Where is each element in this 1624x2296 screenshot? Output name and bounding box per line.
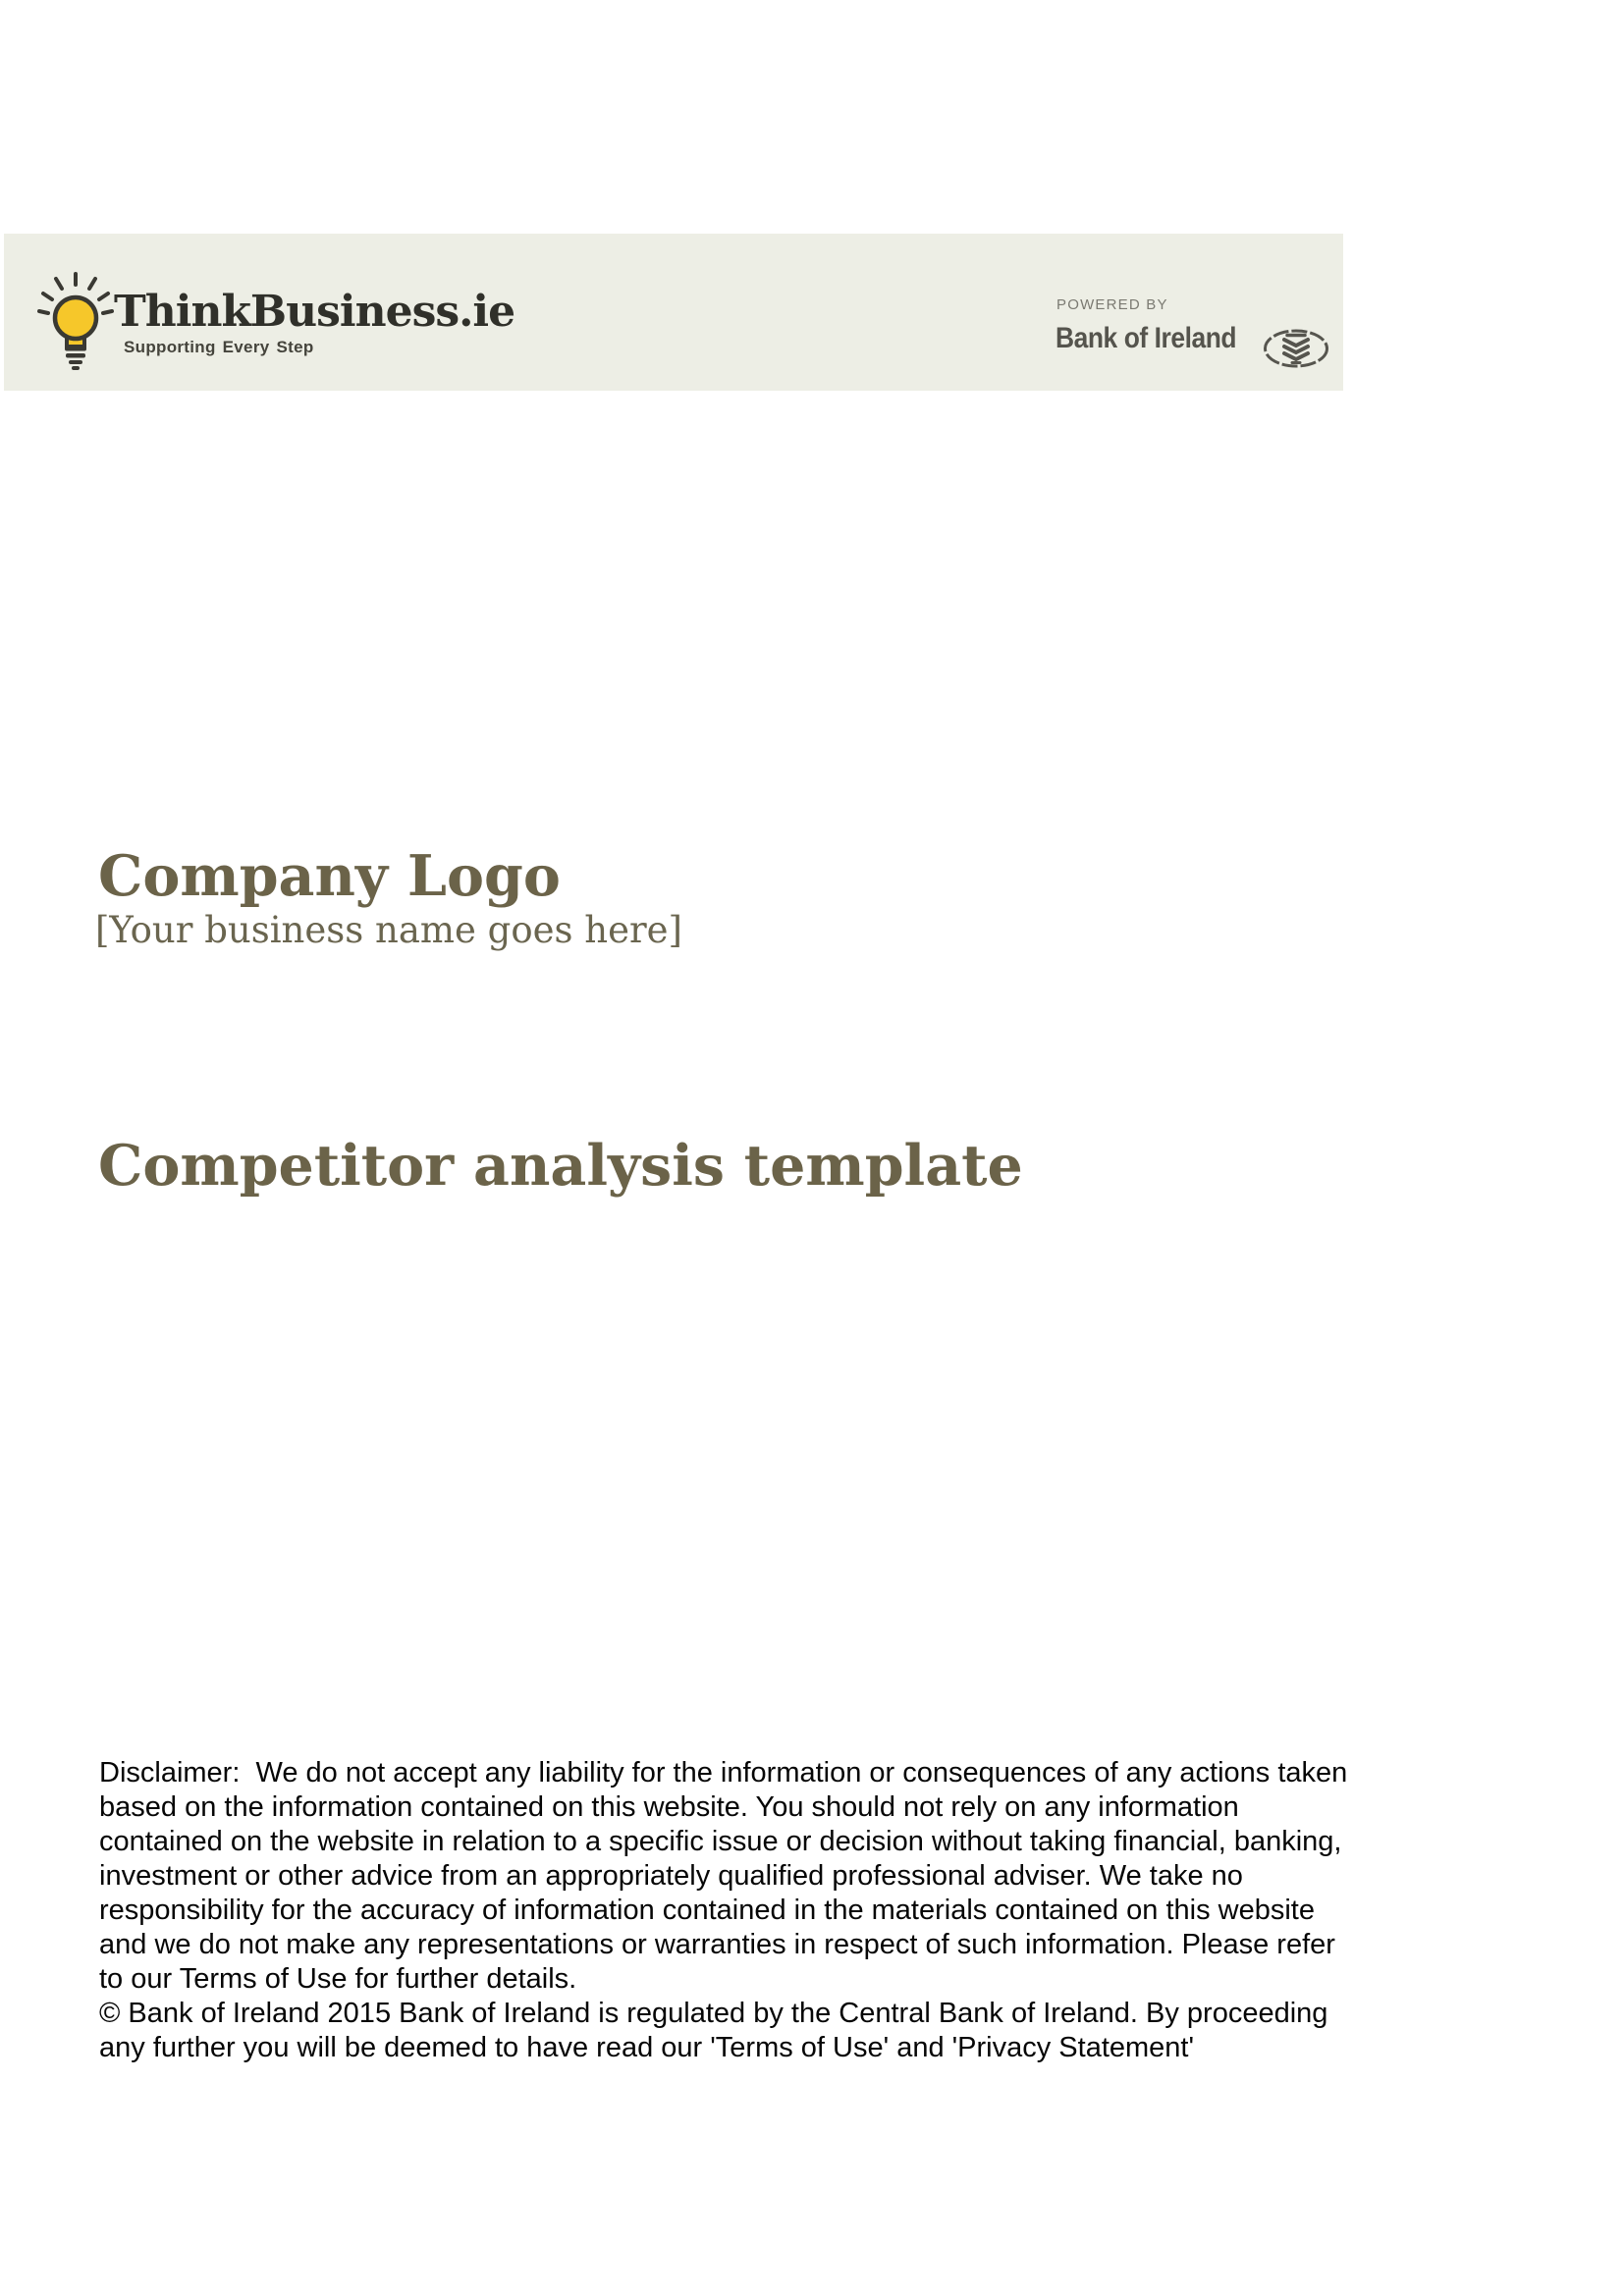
header-banner <box>4 234 1343 391</box>
disclaimer-line: © Bank of Ireland 2015 Bank of Ireland is regulated by the Central Bank of Ireland. By proceeding <box>99 1998 1328 2029</box>
thinkbusiness-logo-text: ThinkBusiness.ie <box>114 287 515 337</box>
disclaimer-text <box>99 1756 1543 2065</box>
disclaimer-line: contained on the website in relation to a specific issue or decision without taking financial, banking, <box>99 1826 1342 1857</box>
brand-tagline: Supporting Every Step <box>124 338 314 356</box>
disclaimer-line: any further you will be deemed to have read our 'Terms of Use' and 'Privacy Statement' <box>99 2032 1195 2063</box>
page-title: Competitor analysis template <box>98 1133 1023 1199</box>
company-logo-heading: Company Logo <box>98 843 561 909</box>
bank-of-ireland-wordmark: Bank of Ireland <box>1056 322 1237 354</box>
business-name-placeholder: [Your business name goes here] <box>95 909 682 951</box>
powered-by-label: POWERED BY <box>1056 296 1168 313</box>
disclaimer-line: Disclaimer: We do not accept any liability for the information or consequences of any actions taken <box>99 1757 1348 1789</box>
lightbulb-icon <box>37 267 114 373</box>
bank-of-ireland-logo-icon <box>1262 328 1330 369</box>
disclaimer-line: investment or other advice from an appropriately qualified professional adviser. We take no <box>99 1860 1243 1892</box>
disclaimer-line: responsibility for the accuracy of information contained in the materials contained on this website <box>99 1895 1315 1926</box>
disclaimer-line: to our Terms of Use for further details. <box>99 1963 577 1995</box>
disclaimer-line: and we do not make any representations or warranties in respect of such information. Please refer <box>99 1929 1335 1960</box>
disclaimer-line: based on the information contained on this website. You should not rely on any information <box>99 1791 1239 1823</box>
